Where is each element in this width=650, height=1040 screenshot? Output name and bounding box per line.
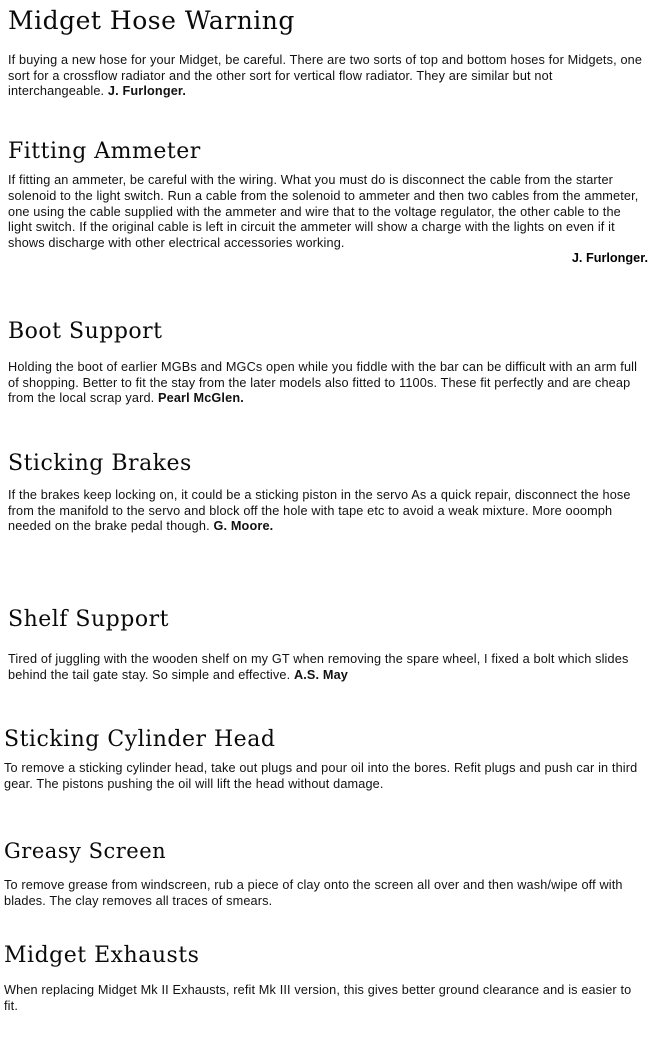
article-body-text: Tired of juggling with the wooden shelf on my GT when removing the spare wheel, I fixed a bolt which slides behind the tail gate stay. So simple and effective.: [8, 652, 629, 682]
article-body: To remove grease from windscreen, rub a piece of clay onto the screen all over and then wash/wipe off with blades. The clay removes all traces of smears.: [4, 878, 623, 908]
article-body: [8, 53, 644, 100]
article-midget-hose-warning: [4, 8, 650, 100]
article-body: [8, 488, 646, 535]
article-signature: J. Furlonger.: [571, 251, 648, 266]
article-boot-support: [4, 320, 650, 407]
article-title: Midget Hose Warning: [8, 6, 295, 35]
article-body: If fitting an ammeter, be careful with the wiring. What you must do is disconnect the cable from the starter solenoid to the light switch. Run a cable from the solenoid to ammeter and then two cables from the ammeter, one using the cable supplied with the ammeter and wire that to the voltage regulator, the other cable to the light switch. If the original cable is left in circuit the ammeter will show a charge with the lights on even if it shows discharge with other electrical accessories working.: [8, 173, 639, 251]
article-title: Midget Exhausts: [4, 943, 200, 968]
article-body: When replacing Midget Mk II Exhausts, refit Mk III version, this gives better ground clearance and is easier to fit.: [4, 983, 632, 1013]
article-body: To remove a sticking cylinder head, take out plugs and pour oil into the bores. Refit plugs and push car in third gear. The pistons pushing the oil will lift the head without damage.: [4, 761, 638, 791]
article-sticking-cylinder-head: [0, 728, 650, 792]
article-body-text: If buying a new hose for your Midget, be careful. There are two sorts of top and bottom hoses for Midgets, one sort for a crossflow radiator and the other sort for vertical flow radiator. They are similar but not interchangeable.: [8, 53, 643, 99]
article-signature: G. Moore.: [213, 519, 274, 534]
article-title: Shelf Support: [8, 607, 169, 632]
article-signature: Pearl McGlen.: [158, 391, 244, 406]
article-shelf-support: [4, 608, 650, 683]
article-title: Greasy Screen: [4, 839, 167, 863]
article-title: Fitting Ammeter: [8, 139, 201, 164]
article-title: Sticking Brakes: [8, 451, 192, 476]
article-body-text: Holding the boot of earlier MGBs and MGCs open while you fiddle with the bar can be difficult with an arm full of shopping. Better to fit the stay from the later models also fitted to 1100s. These fit perfectly and are cheap from the local scrap yard.: [8, 360, 638, 406]
article-body-text: If the brakes keep locking on, it could be a sticking piston in the servo As a quick repair, disconnect the hose from the manifold to the servo and block off the hole with tape etc to avoid a weak mixture. More ooomph needed on the brake pedal though.: [8, 488, 631, 534]
article-sticking-brakes: [4, 452, 650, 535]
article-body: [8, 652, 650, 683]
article-title: Boot Support: [8, 319, 163, 344]
article-midget-exhausts: [0, 944, 650, 1014]
article-title: Sticking Cylinder Head: [4, 727, 276, 752]
article-fitting-ammeter: [4, 140, 650, 265]
article-signature: A.S. May: [293, 667, 349, 682]
article-body: [8, 360, 646, 407]
article-greasy-screen: [0, 840, 650, 909]
article-signature: J. Furlonger.: [107, 84, 186, 99]
